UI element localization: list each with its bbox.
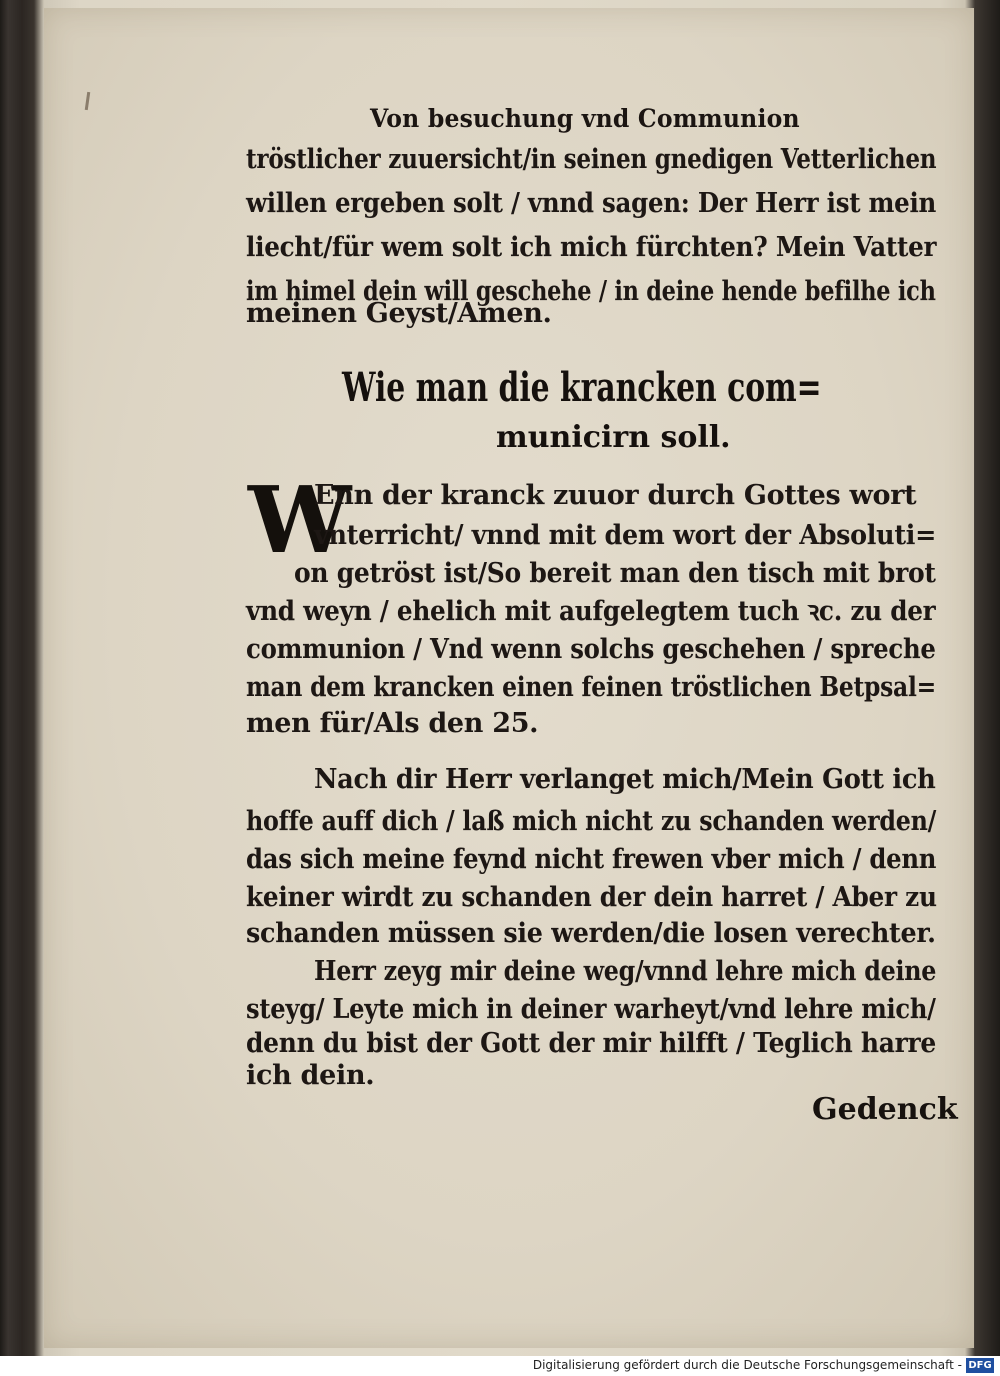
text-line: tröstlicher zuuersicht/in seinen gnedigen Vetterlichen [246, 144, 937, 175]
catchword: Gedenck [812, 1092, 958, 1127]
text-line: Enn der kranck zuuor durch Gottes wort [314, 480, 917, 511]
footer-bar [0, 1356, 1000, 1376]
text-line: man dem krancken einen feinen tröstlichen Betpsal= [246, 672, 936, 703]
text-line: vnterricht/ vnnd mit dem wort der Absoluti= [314, 520, 937, 551]
text-line: Herr zeyg mir deine weg/vnnd lehre mich deine [314, 956, 937, 987]
text-line: meinen Geyst/Amen. [246, 298, 552, 329]
text-line: schanden müssen sie werden/die losen verechter. [246, 918, 936, 949]
text-line: das sich meine feynd nicht frewen vber mich / denn [246, 844, 937, 875]
text-line: liecht/für wem solt ich mich fürchten? Mein Vatter [246, 232, 937, 263]
text-line: hoffe auff dich / laß mich nicht zu schanden werden/ [246, 806, 937, 837]
text-line: communion / Vnd wenn solchs geschehen / spreche [246, 634, 936, 665]
text-line: denn du bist der Gott der mir hilfft / Teglich harre [246, 1028, 937, 1059]
funding-credit: Digitalisierung gefördert durch die Deutsche Forschungsgemeinschaft - [532, 1358, 962, 1372]
drop-capital: W [248, 466, 352, 574]
text-line: keiner wirdt zu schanden der dein harret / Aber zu [246, 882, 937, 913]
text-line: Nach dir Herr verlanget mich/Mein Gott ich [314, 764, 936, 795]
text-line: ich dein. [246, 1060, 375, 1091]
text-line: men für/Als den 25. [246, 708, 539, 739]
text-line: steyg/ Leyte mich in deiner warheyt/vnd lehre mich/ [246, 994, 936, 1025]
text-line: on getröst ist/So bereit man den tisch mit brot [294, 558, 936, 589]
section-heading-line-1: Wie man die krancken com= [342, 364, 822, 411]
running-head: Von besuchung vnd Communion [370, 104, 800, 133]
section-heading-line-2: municirn soll. [496, 420, 731, 455]
text-line: vnd weyn / ehelich mit aufgelegtem tuch ꝛc. zu der [246, 596, 936, 627]
dfg-logo: DFG [966, 1358, 994, 1373]
text-line: willen ergeben solt / vnnd sagen: Der Herr ist mein [246, 188, 937, 219]
text-line: im himel dein will geschehe / in deine hende befilhe ich [246, 276, 936, 307]
